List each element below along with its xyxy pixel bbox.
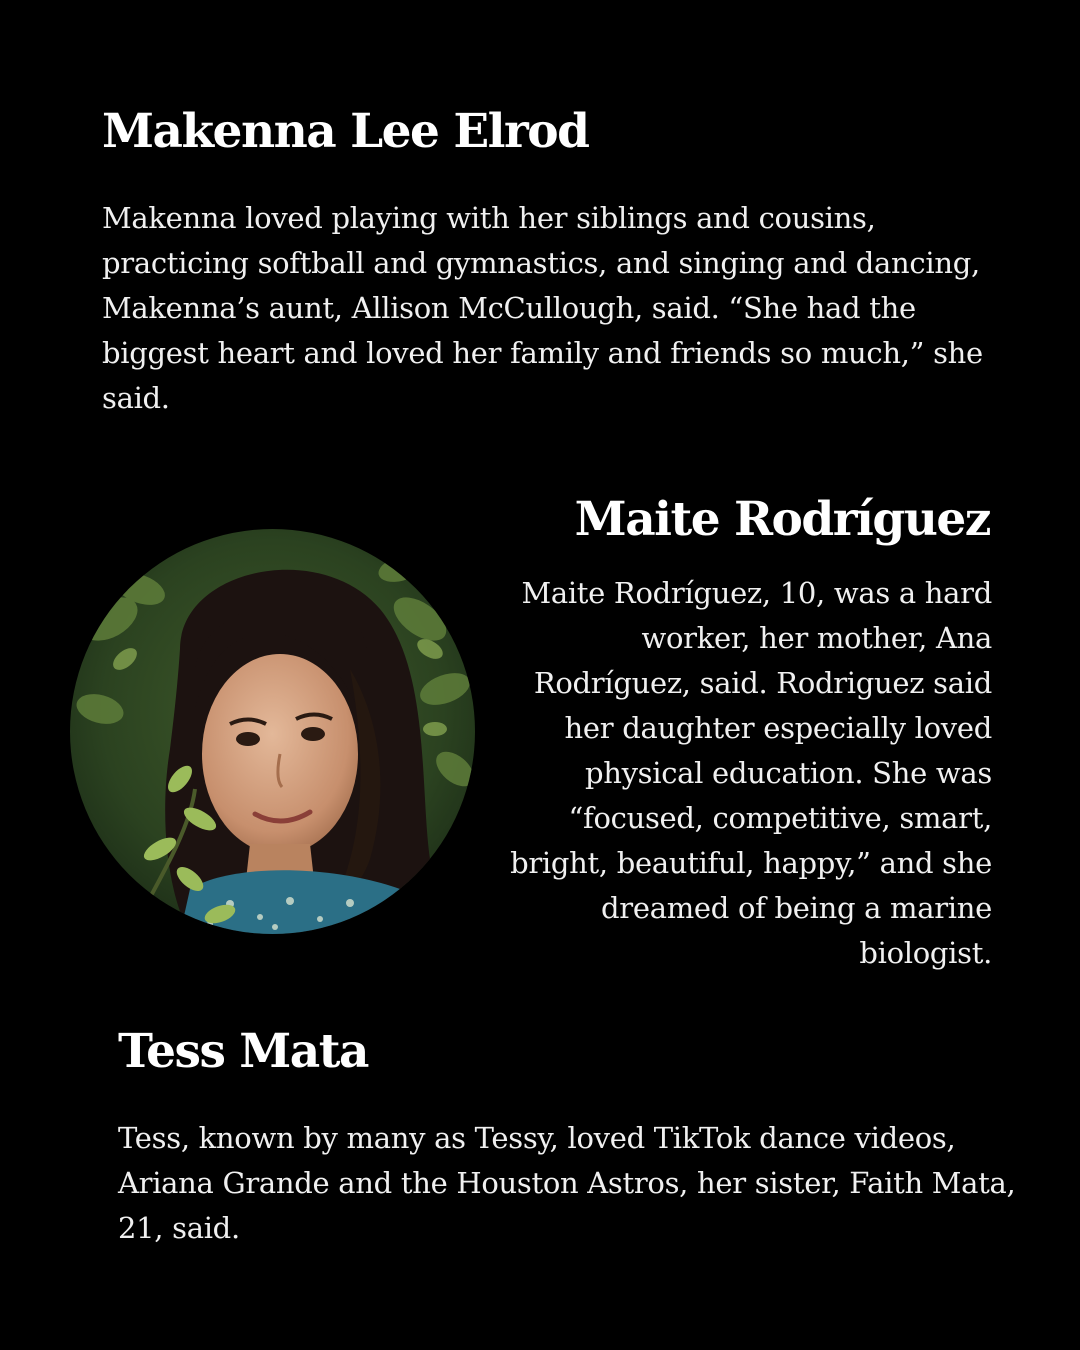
profile-name-maite: Maite Rodríguez — [574, 492, 990, 547]
profile-name-makenna: Makenna Lee Elrod — [102, 104, 589, 159]
profile-text-tess: Tess, known by many as Tessy, loved TikTok dance videos, Ariana Grande and the Houston Astros, her sister, Faith Mata, 21, said. — [118, 1121, 1016, 1245]
profile-text-maite: Maite Rodríguez, 10, was a hard worker, her mother, Ana Rodríguez, said. Rodriguez said her daughter especially loved physical education. She was “focused, competitive, smart, bright, beautiful, happy,” and she dreamed of being a marine biologist. — [510, 576, 992, 970]
profile-text-makenna: Makenna loved playing with her siblings and cousins, practicing softball and gymnastics, and singing and dancing, Makenna’s aunt, Allison McCullough, said. “She had the biggest heart and loved her family and friends so much,” she said. — [102, 201, 983, 415]
profile-name-tess: Tess Mata — [118, 1024, 368, 1079]
portrait-image — [70, 529, 475, 934]
portrait-maite — [70, 529, 475, 934]
